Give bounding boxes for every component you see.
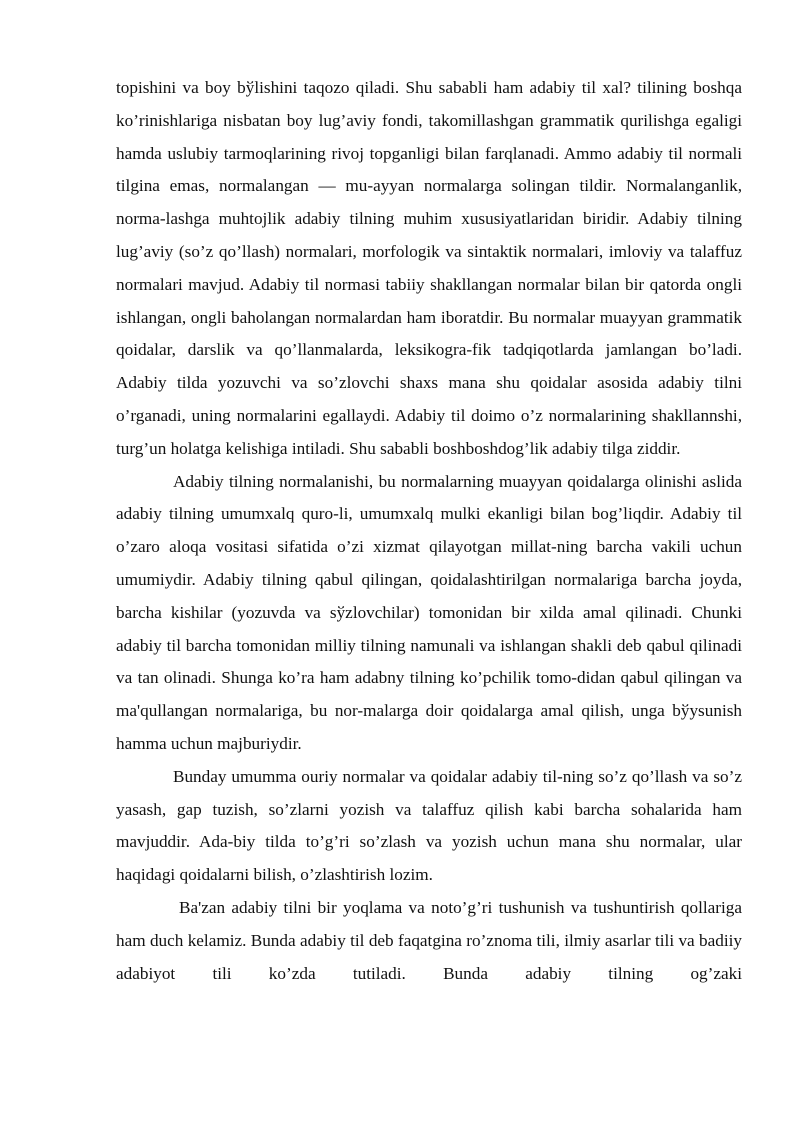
paragraph-4: Ba'zan adabiy tilni bir yoqlama va noto’g’ri tushunish va tushuntirish qollariga ham duch kelamiz. Bunda adabiy til deb faqatgina ro’znoma tili, ilmiy asarlar tili va badiiy adabiyot tili ko’zda tutiladi. Bunda adabiy tilning og’zaki (116, 897, 742, 983)
paragraph-1: topishini va boy bўlishini taqozo qiladi. Shu sababli ham adabiy til xal? tilining boshqa ko’rinishlariga nisbatan boy lug’aviy fondi, takomillashgan grammatik qurilishga egaligi hamda uslubiy tarmoqlarining rivoj topganligi bilan farqlanadi. Ammo adabiy til normali tilgina emas, normalangan — mu-ayyan normalarga solingan tildir. Normalanganlik, norma-lashga muhtojlik adabiy tilning muhim xususiyatlaridan biridir. Adabiy tilning lug’aviy (so’z qo’llash) normalari, morfologik va sintaktik normalari, imloviy va talaffuz normalari mavjud. Adabiy til normasi tabiiy shakllangan normalar bilan bir qatorda ongli ishlangan, ongli baholangan normalardan ham iboratdir. Bu normalar muayyan grammatik qoidalar, darslik va qo’llanmalarda, leksikogra-fik tadqiqotlarda jamlangan bo’ladi. Adabiy tilda yozuvchi va so’zlovchi shaxs mana shu qoidalar asosida adabiy tilni o’rganadi, uning normalarini egallaydi. Adabiy til doimo o’z normalarining shakllannshi, turg’un holatga kelishiga intiladi. Shu sababli boshboshdog’lik adabiy tilga ziddir. (116, 78, 742, 458)
paragraph-2: Adabiy tilning normalanishi, bu normalarning muayyan qoidalarga olinishi aslida adabiy tilning umumxalq quro-li, umumxalq mulki ekanligi bilan bog’liqdir. Adabiy til o’zaro aloqa vositasi sifatida o’zi xizmat qilayotgan millat-ning barcha vakili uchun umumiydir. Adabiy tilning qabul qilingan, qoidalashtirilgan normalariga barcha joyda, barcha kishilar (yozuvda va sўzlovchilar) tomonidan bir xilda amal qilinadi. Chunki adabiy til barcha tomonidan milliy tilning namunali va ishlangan shakli deb qabul qilinadi va tan olinadi. Shunga ko’ra ham adabny tilning ko’pchilik tomo-didan qabul qilingan va ma'qullangan normalariga, bu nor-malarga doir qoidalarga amal qilish, unga bўysunish hamma uchun majburiydir. (116, 471, 742, 753)
document-page (116, 72, 742, 990)
paragraph-3: Bunday umumma ouriy normalar va qoidalar adabiy til-ning so’z qo’llash va so’z yasash, gap tuzish, so’zlarni yozish va talaffuz qilish kabi barcha sohalarida ham mavjuddir. Ada-biy tilda to’g’ri so’zlash va yozish uchun mana shu normalar, ular haqidagi qoidalarni bilish, o’zlashtirish lozim. (116, 766, 742, 885)
